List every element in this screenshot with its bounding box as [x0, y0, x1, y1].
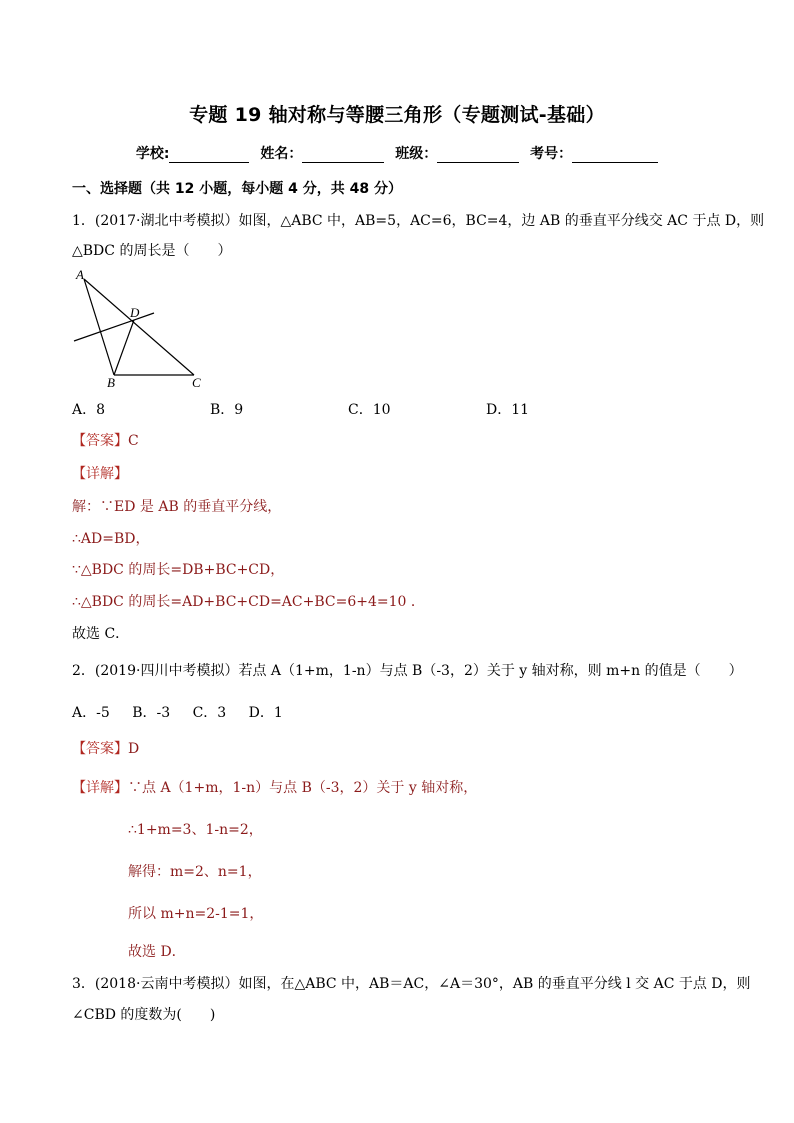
- name-blank[interactable]: [302, 148, 384, 163]
- q2-solution-line3: 所以 m+n=2-1=1，: [128, 906, 264, 922]
- q2-option-d[interactable]: D．1: [248, 705, 283, 721]
- section-heading: 一、选择题（共 12 小题，每小题 4 分，共 48 分）: [72, 181, 402, 197]
- page-title: 专题 19 轴对称与等腰三角形（专题测试-基础）: [189, 104, 605, 126]
- q2-solution-line2: 解得：m=2、n=1，: [128, 864, 262, 880]
- q2-option-c[interactable]: C．3: [192, 705, 227, 721]
- segment-ac: [84, 279, 194, 375]
- q1-detail-tag: 【详解】: [72, 466, 128, 482]
- school-label: 学校:: [135, 146, 170, 162]
- label-a: A: [76, 267, 84, 282]
- school-blank[interactable]: [169, 148, 249, 163]
- q2-solution-line1: ∴1+m=3、1-n=2，: [128, 822, 263, 838]
- q1-stem-line2: △BDC 的周长是（ ）: [72, 243, 232, 259]
- label-d: D: [130, 305, 140, 320]
- q1-solution-line5: 故选 C．: [72, 626, 130, 642]
- q2-option-b[interactable]: B．-3: [132, 705, 171, 721]
- q1-stem-line1: 1．(2017·湖北中考模拟）如图，△ABC 中，AB=5，AC=6，BC=4，边 AB 的垂直平分线交 AC 于点 D，则: [72, 213, 765, 229]
- q1-answer-line: [72, 430, 139, 450]
- q3-stem-line1: 3．(2018·云南中考模拟）如图，在△ABC 中，AB＝AC，∠A＝30°，AB 的垂直平分线 l 交 AC 于点 D，则: [72, 976, 751, 992]
- q1-solution-line1: 解：∵ED 是 AB 的垂直平分线，: [72, 499, 282, 515]
- answer-tag: 【答案】: [72, 741, 128, 757]
- q1-triangle-figure: [70, 265, 210, 390]
- q2-answer: D: [128, 741, 140, 757]
- q3-stem-line2: ∠CBD 的度数为( ): [72, 1007, 216, 1023]
- label-c: C: [192, 375, 201, 390]
- exam-no-label: 考号：: [530, 146, 573, 162]
- segment-ab: [84, 279, 114, 375]
- q1-option-b[interactable]: B．9: [210, 402, 244, 418]
- class-label: 班级：: [395, 146, 438, 162]
- q1-option-c[interactable]: C．10: [348, 402, 391, 418]
- exam-no-blank[interactable]: [572, 148, 658, 163]
- q1-solution-line2: ∴AD=BD，: [72, 531, 150, 547]
- class-blank[interactable]: [437, 148, 519, 163]
- student-info-line: [0, 143, 794, 163]
- q1-solution-line4: ∴△BDC 的周长=AD+BC+CD=AC+BC=6+4=10 ．: [72, 594, 425, 610]
- q2-option-a[interactable]: A．-5: [72, 705, 110, 721]
- name-label: 姓名：: [260, 146, 303, 162]
- q1-answer: C: [128, 433, 139, 449]
- q1-option-d[interactable]: D．11: [486, 402, 530, 418]
- q2-detail-first: ∵点 A（1+m，1-n）与点 B（-3，2）关于 y 轴对称，: [128, 780, 478, 796]
- label-b: B: [107, 375, 115, 390]
- q1-option-a[interactable]: A．8: [72, 402, 106, 418]
- q2-detail-line: [72, 777, 477, 797]
- answer-tag: 【答案】: [72, 433, 128, 449]
- q2-detail-tag: 【详解】: [72, 780, 128, 796]
- q2-stem: 2．(2019·四川中考模拟）若点 A（1+m，1-n）与点 B（-3，2）关于 y 轴对称，则 m+n 的值是（ ）: [72, 663, 743, 679]
- segment-bd: [114, 320, 134, 375]
- q2-answer-line: [72, 738, 139, 758]
- q2-options: [72, 702, 283, 722]
- q1-solution-line3: ∵△BDC 的周长=DB+BC+CD，: [72, 562, 285, 578]
- q2-solution-line4: 故选 D．: [128, 944, 186, 960]
- perpendicular-bisector-line: [74, 313, 154, 341]
